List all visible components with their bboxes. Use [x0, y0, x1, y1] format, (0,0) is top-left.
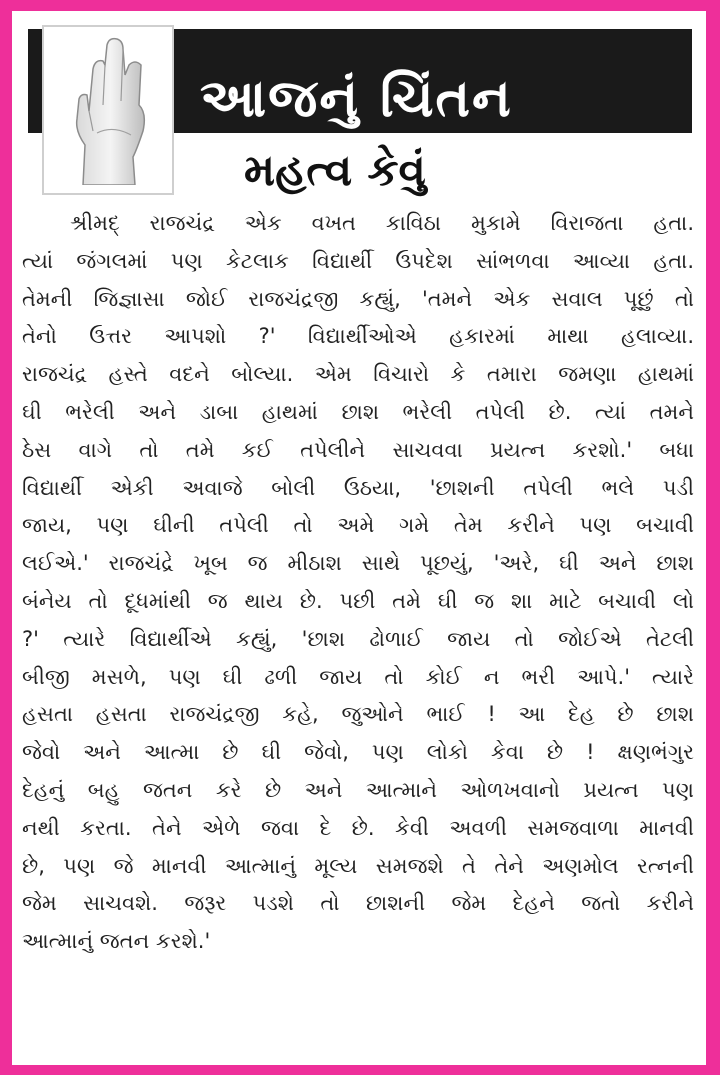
body-line: વિદ્યાર્થી એકી અવાજે બોલી ઉઠયા, 'છાશની તપેલી ભલે પડી — [22, 475, 694, 500]
body-line: હસતા હસતા રાજચંદ્રજી કહે, જુઓને ભાઈ ! આ દેહ છે છાશ — [22, 702, 694, 727]
body-line: બીજી મસળે, પણ ઘી ઢળી જાય તો કોઈ ન ભરી આપે.' ત્યારે — [22, 664, 694, 689]
article-page — [12, 11, 706, 1065]
body-line: ઠેસ વાગે તો તમે કઈ તપેલીને સાચવવા પ્રયત્ન કરશો.' બધા — [22, 437, 694, 462]
article-title: મહત્વ કેવું — [244, 145, 426, 196]
raised-hand-icon — [42, 25, 174, 195]
body-line: બંનેય તો દૂધમાંથી જ થાય છે. પછી તમે ઘી જ શા માટે બચાવી લો — [22, 588, 694, 613]
body-line: દેહનું બહુ જતન કરે છે અને આત્માને ઓળખવાનો પ્રયત્ન પણ — [22, 777, 694, 802]
body-line: જેવો અને આત્મા છે ઘી જેવો, પણ લોકો કેવા છે ! ક્ષણભંગુર — [22, 740, 694, 765]
body-line: આત્માનું જતન કરશે.' — [22, 929, 211, 954]
body-line: નથી કરતા. તેને એળે જવા દે છે. કેવી અવળી સમજવાળા માનવી — [22, 815, 694, 840]
article-body — [22, 205, 694, 961]
body-line: જાય, પણ ઘીની તપેલી તો અમે ગમે તેમ કરીને પણ બચાવી — [22, 513, 694, 538]
body-line: તેમની જિજ્ઞાસા જોઈ રાજચંદ્રજી કહ્યું, 'તમને એક સવાલ પૂછું તો — [22, 286, 694, 311]
body-line: રાજચંદ્ર હસ્તે વદને બોલ્યા. એમ વિચારો કે તમારા જમણા હાથમાં — [22, 362, 694, 387]
body-line: તેનો ઉત્તર આપશો ?' વિદ્યાર્થીઓએ હકારમાં માથા હલાવ્યા. — [22, 324, 694, 349]
body-line: છે, પણ જે માનવી આત્માનું મૂલ્ય સમજશે તે તેને અણમોલ રત્નની — [22, 853, 694, 878]
body-line: ?' ત્યારે વિદ્યાર્થીએ કહ્યું, 'છાશ ઢોળાઈ જાય તો જોઈએ તેટલી — [22, 626, 694, 651]
body-line: શ્રીમદ્ રાજચંદ્ર એક વખત કાવિઠા મુકામે વિરાજતા હતા. — [70, 211, 694, 235]
raised-hand-drawing — [53, 35, 163, 185]
body-line: ત્યાં જંગલમાં પણ કેટલાક વિદ્યાર્થી ઉપદેશ સાંભળવા આવ્યા હતા. — [22, 248, 694, 273]
column-title: આજનું ચિંતન — [200, 69, 513, 129]
body-line: ઘી ભરેલી અને ડાબા હાથમાં છાશ ભરેલી તપેલી છે. ત્યાં તમને — [22, 399, 694, 424]
body-line: જેમ સાચવશે. જરૂર પડશે તો છાશની જેમ દેહને જતો કરીને — [22, 891, 694, 916]
body-line: લઈએ.' રાજચંદ્રે ખૂબ જ મીઠાશ સાથે પૂછયું, 'અરે, ઘી અને છાશ — [22, 551, 694, 576]
